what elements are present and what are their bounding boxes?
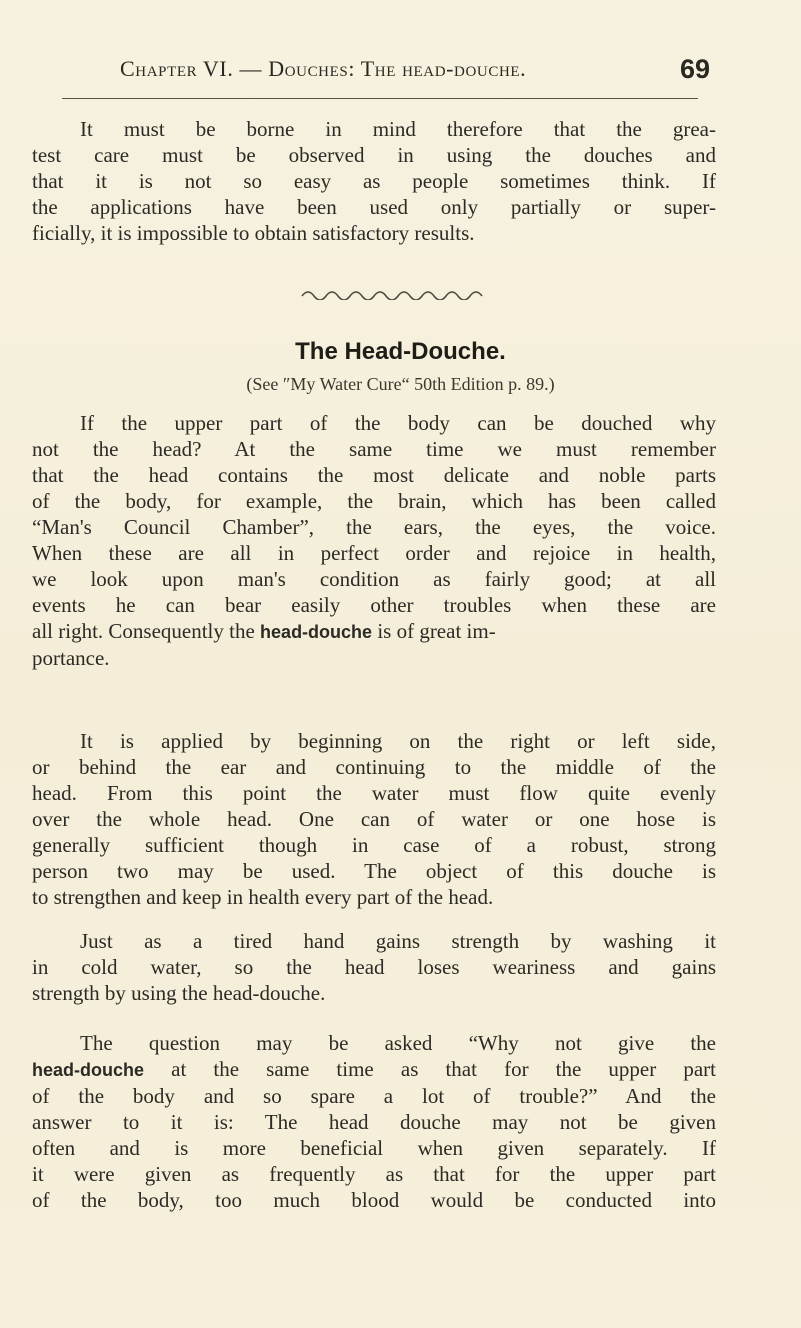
text-line: events he can bear easily other troubles when these are (32, 593, 716, 617)
chapter-heading: Chapter VI. — Douches: The head-douche. (120, 56, 527, 81)
bold-term: head-douche (260, 622, 373, 642)
bold-term: head-douche (32, 1060, 145, 1080)
text-line: of the body, too much blood would be conducted into (32, 1188, 716, 1212)
page-number: 69 (679, 54, 710, 84)
text-line: generally sufficient though in case of a robust, strong (32, 833, 716, 857)
text-line: head. From this point the water must flow quite evenly (32, 781, 716, 805)
text-line: to strengthen and keep in health every part of the head. (32, 885, 494, 909)
text-fragment: at the same time as that for the upper part (171, 1057, 717, 1081)
text-line: test care must be observed in using the douches and (32, 143, 716, 167)
text-line: portance. (32, 646, 110, 670)
text-line: person two may be used. The object of this douche is (32, 859, 716, 883)
header-rule (62, 98, 698, 99)
text-line: If the upper part of the body can be douched why (80, 411, 716, 435)
section-title: The Head-Douche. (295, 338, 506, 365)
text-line: often and is more beneficial when given separately. If (32, 1136, 716, 1160)
text-line: “Man's Council Chamber”, the ears, the eyes, the voice. (32, 515, 716, 539)
text-line: over the whole head. One can of water or one hose is (32, 807, 716, 831)
paragraph-3 (32, 928, 716, 1006)
text-fragment: all right. Consequently the (32, 619, 255, 643)
text-line: answer to it is: The head douche may not be given (32, 1110, 716, 1134)
text-line: we look upon man's condition as fairly good; at all (32, 567, 716, 591)
intro-paragraph (32, 116, 716, 246)
text-line: the applications have been used only partially or super- (32, 195, 716, 219)
text-line: The question may be asked “Why not give the (80, 1031, 716, 1055)
text-line: Just as a tired hand gains strength by washing it (80, 929, 716, 953)
text-line: that it is not so easy as people sometimes think. If (32, 169, 716, 193)
paragraph-1 (32, 410, 716, 671)
text-line: of the body and so spare a lot of trouble?” And the (32, 1084, 716, 1108)
section-reference: (See ″My Water Cure“ 50th Edition p. 89.) (246, 374, 555, 394)
text-line: it were given as frequently as that for the upper part (32, 1162, 716, 1186)
text-line: of the body, for example, the brain, which has been called (32, 489, 716, 513)
text-line: ficially, it is impossible to obtain satisfactory results. (32, 221, 475, 245)
wavy-rule-ornament-icon (300, 286, 490, 300)
running-head (120, 56, 710, 88)
text-line: When these are all in perfect order and rejoice in health, (32, 541, 716, 565)
paragraph-4 (32, 1030, 716, 1213)
text-line (32, 618, 716, 645)
text-line: in cold water, so the head loses weariness and gains (32, 955, 716, 979)
text-line (32, 1056, 716, 1083)
text-line: not the head? At the same time we must remember (32, 437, 716, 461)
paragraph-2 (32, 728, 716, 910)
text-line: strength by using the head-douche. (32, 981, 326, 1005)
text-line: It is applied by beginning on the right or left side, (80, 729, 716, 753)
text-line: that the head contains the most delicate and noble parts (32, 463, 716, 487)
text-fragment: is of great im- (377, 619, 496, 643)
text-line: or behind the ear and continuing to the middle of the (32, 755, 716, 779)
text-line: It must be borne in mind therefore that the grea- (80, 117, 716, 141)
